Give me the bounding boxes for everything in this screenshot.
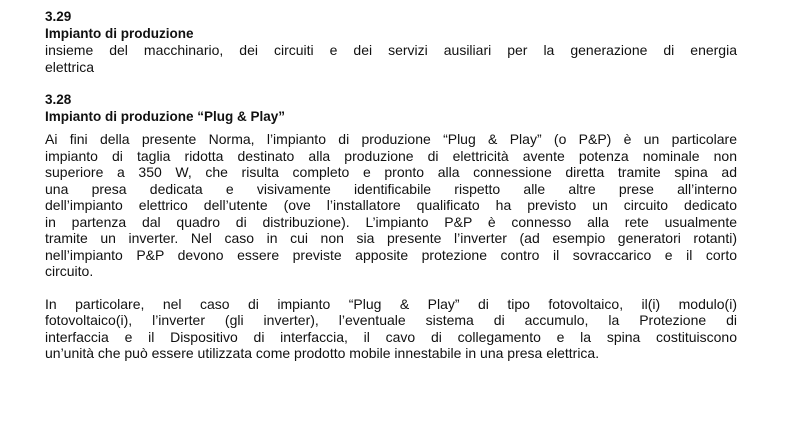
clause-definition [45, 42, 737, 75]
text-line: interfaccia e il Dispositivo di interfaccia, il cavo di collegamento e la spina costituiscono [45, 328, 737, 345]
text-line: nell’impianto P&P devono essere previste apposite protezione contro il sovraccarico e il corto [45, 246, 737, 263]
clause-paragraph-2 [45, 296, 737, 362]
clause-3-29 [45, 8, 737, 75]
text-line: tramite un inverter. Nel caso in cui non sia presente l’inverter (ad esempio generatori rotanti) [45, 230, 737, 246]
clause-title: Impianto di produzione [45, 26, 194, 41]
text-line: elettrica [45, 58, 95, 75]
text-line: in partenza dal quadro di distribuzione). L’impianto P&P è connesso alla rete usualmente [45, 213, 737, 230]
clause-number: 3.29 [45, 9, 72, 24]
text-line: superiore a 350 W, che risulta completo e pronto alla connessione diretta tramite spina ad [45, 164, 737, 180]
text-line: fotovoltaico(i), l’inverter (gli inverter), l’eventuale sistema di accumulo, la Protezione di [45, 312, 737, 328]
text-line: circuito. [45, 263, 94, 279]
text-line: In particolare, nel caso di impianto “Plug & Play” di tipo fotovoltaico, il(i) modulo(i) [45, 295, 737, 312]
text-line: un’unità che può essere utilizzata come prodotto mobile innestabile in una presa elettrica. [45, 345, 600, 361]
clause-title: Impianto di produzione “Plug & Play” [45, 109, 286, 124]
text-line: dell’impianto elettrico dell’utente (ove l’installatore qualificato ha previsto un circuito dedicato [45, 197, 737, 213]
text-line: impianto di taglia ridotta destinato alla produzione di elettricità avente potenza nominale non [45, 147, 737, 164]
clause-3-28 [45, 91, 737, 362]
clause-paragraph-1 [45, 131, 737, 280]
document-page [45, 8, 737, 378]
text-line: insieme del macchinario, dei circuiti e dei servizi ausiliari per la generazione di energia [45, 42, 737, 58]
text-line: Ai fini della presente Norma, l’impianto di produzione “Plug & Play” (o P&P) è un particolare [45, 131, 737, 147]
clause-number: 3.28 [45, 92, 72, 107]
text-line: una presa dedicata e visivamente identificabile rispetto alle altre prese all’interno [45, 180, 737, 197]
